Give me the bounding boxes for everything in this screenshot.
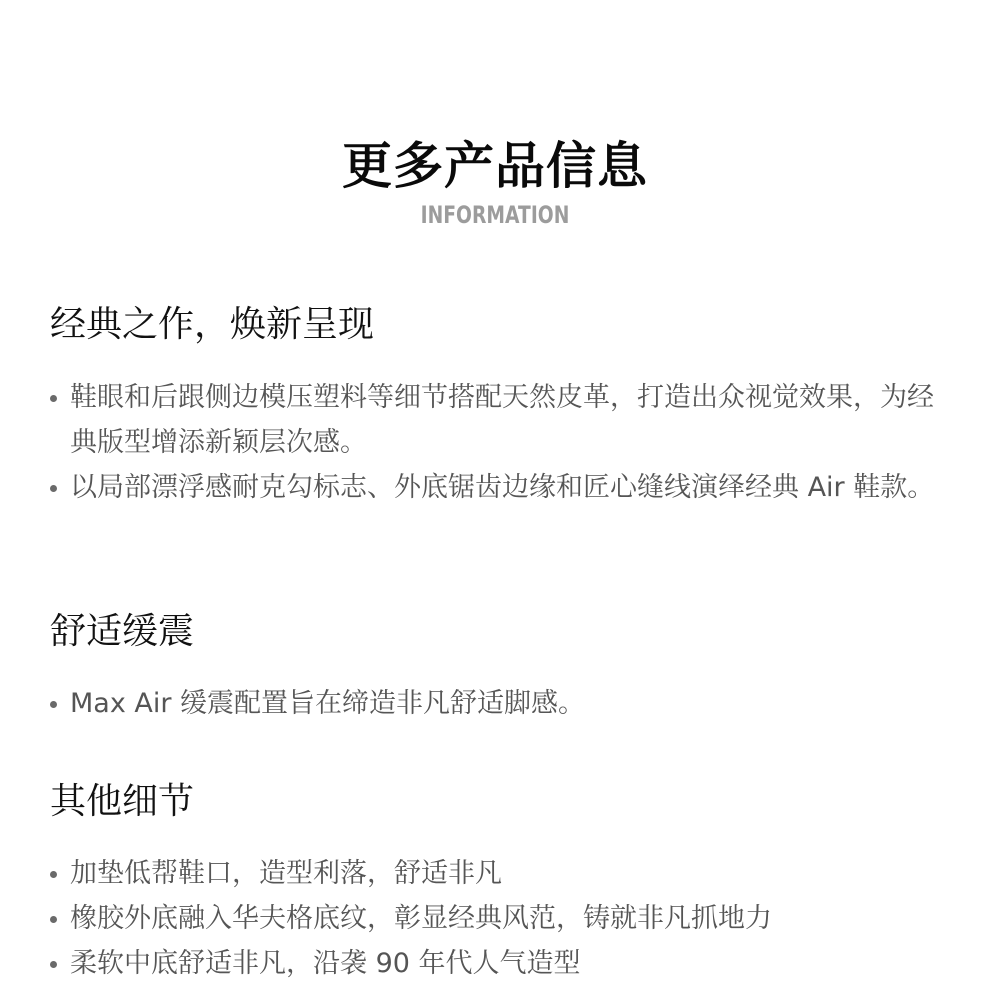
bullet-dot-icon — [50, 871, 57, 878]
other-details-list — [50, 851, 940, 986]
list-item — [50, 896, 940, 941]
list-item-text: 鞋眼和后跟侧边模压塑料等细节搭配天然皮革，打造出众视觉效果，为经典版型增添新颖层次感。 — [70, 382, 934, 458]
list-item — [50, 851, 940, 896]
page-title: 更多产品信息 — [342, 137, 648, 195]
list-item-text: 橡胶外底融入华夫格底纹，彰显经典风范，铸就非凡抓地力 — [70, 903, 772, 934]
bullet-dot-icon — [50, 701, 57, 708]
list-item — [50, 941, 940, 986]
bullet-dot-icon — [50, 916, 57, 923]
bullet-dot-icon — [50, 395, 57, 402]
list-item — [50, 465, 940, 510]
classic-feature-list — [50, 375, 940, 510]
list-item — [50, 681, 940, 726]
list-item-text: 以局部漂浮感耐克勾标志、外底锯齿边缘和匠心缝线演绎经典 Air 鞋款。 — [70, 472, 935, 503]
cushioning-feature-list — [50, 681, 940, 726]
list-item — [50, 375, 940, 465]
section-heading-other-details: 其他细节 — [50, 781, 195, 822]
list-item-text: Max Air 缓震配置旨在缔造非凡舒适脚感。 — [70, 688, 586, 719]
section-heading-cushioning: 舒适缓震 — [50, 611, 195, 652]
section-heading-classic: 经典之作，焕新呈现 — [50, 304, 375, 345]
list-item-text: 加垫低帮鞋口，造型利落，舒适非凡 — [70, 858, 502, 889]
bullet-dot-icon — [50, 961, 57, 968]
page-subtitle: INFORMATION — [420, 201, 570, 229]
bullet-dot-icon — [50, 485, 57, 492]
list-item-text: 柔软中底舒适非凡，沿袭 90 年代人气造型 — [70, 948, 581, 979]
